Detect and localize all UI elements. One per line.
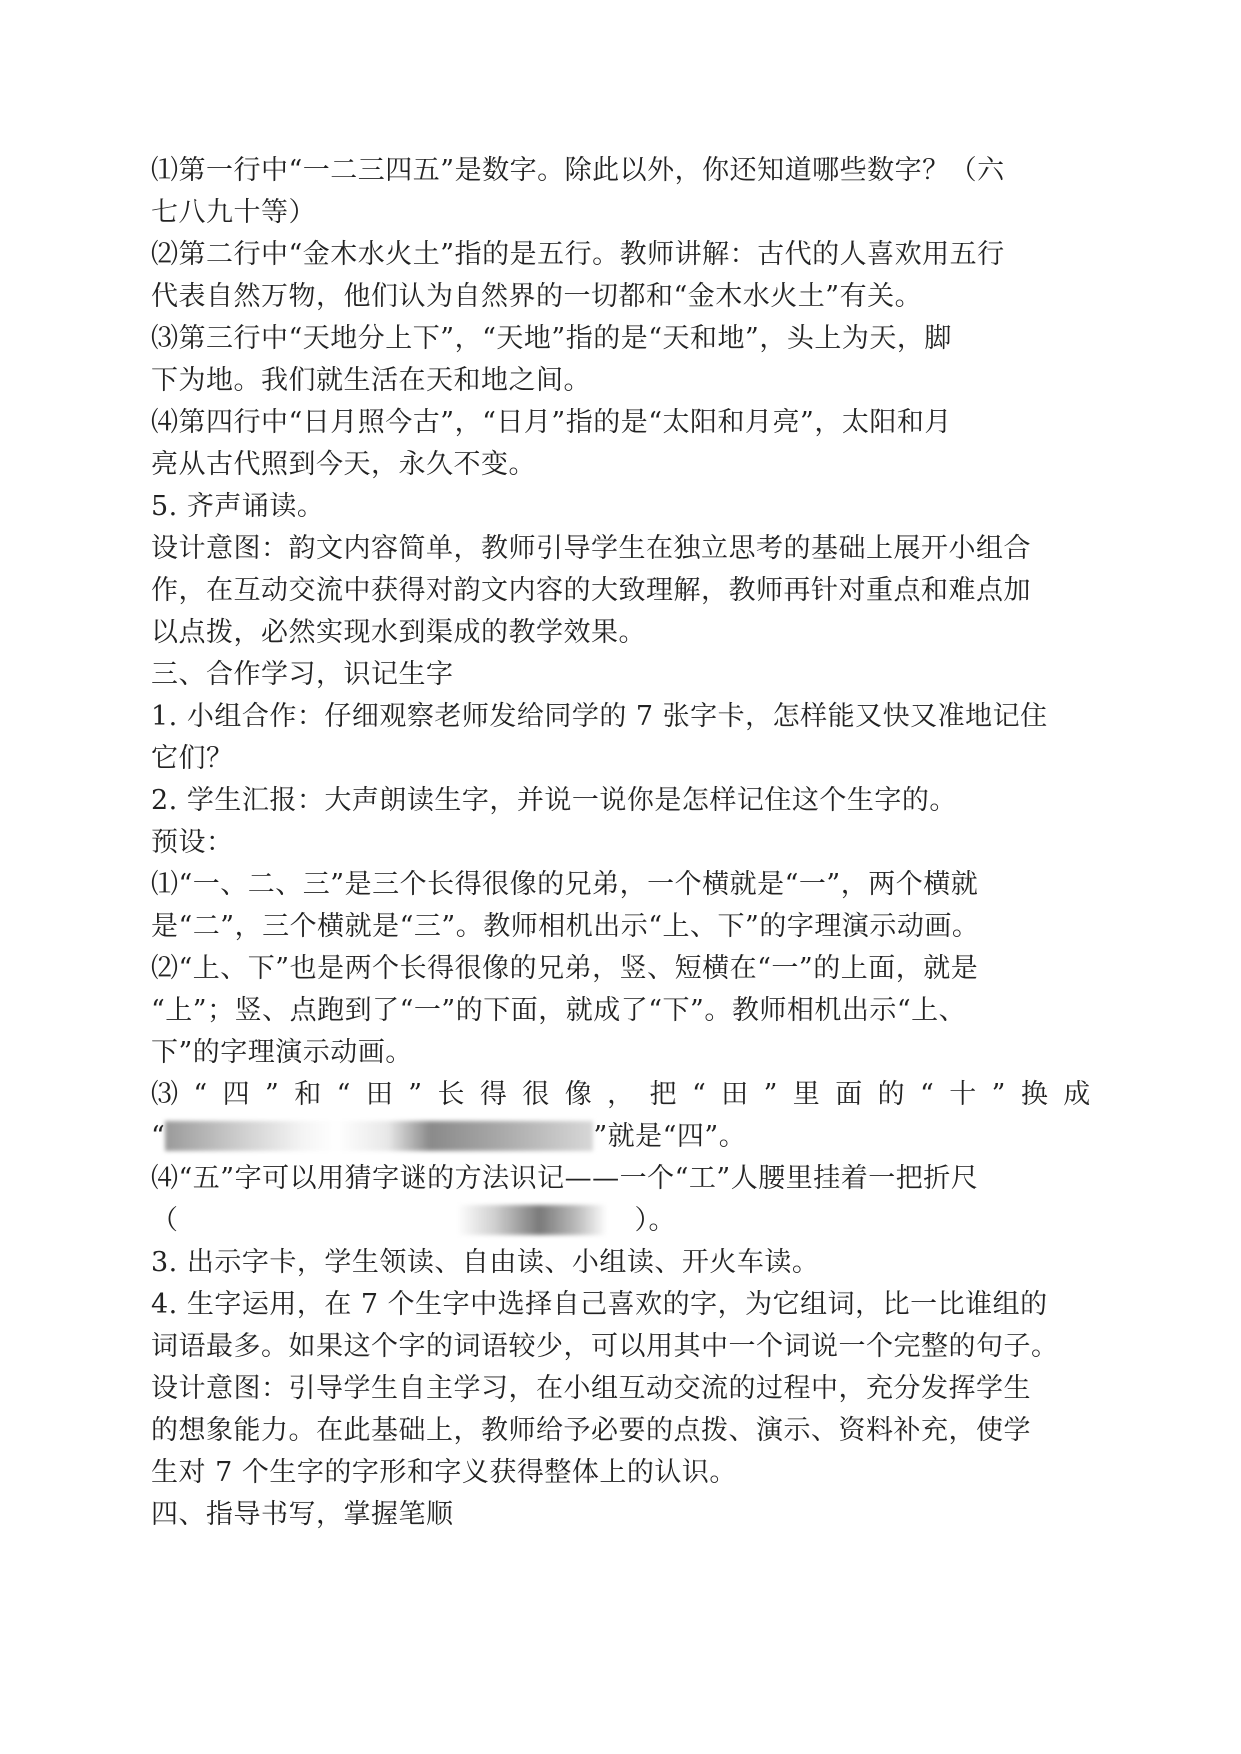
justified-char: 里 xyxy=(792,1079,821,1110)
justified-char: 得 xyxy=(479,1079,508,1110)
justified-char: 成 xyxy=(1063,1079,1091,1110)
close-paren: ）。 xyxy=(634,1205,676,1236)
justified-char: 四 xyxy=(222,1079,251,1110)
text-line: 的想象能力。在此基础上，教师给予必要的点拨、演示、资料补充，使学 xyxy=(151,1415,1031,1446)
justified-char: 长 xyxy=(437,1079,465,1110)
blurred-image xyxy=(457,1205,607,1235)
open-quote: “ xyxy=(151,1121,166,1152)
justified-char: 和 xyxy=(294,1079,322,1110)
text-line: ⑷第四行中“日月照今古”，“日月”指的是“太阳和月亮”，太阳和月 xyxy=(151,407,952,438)
text-line: 它们？ xyxy=(151,743,234,774)
text-line: “上”；竖、点跑到了“一”的下面，就成了“下”。教师相机出示“上、 xyxy=(151,995,967,1026)
design-intent: 设计意图：引导学生自主学习，在小组互动交流的过程中，充分发挥学生 xyxy=(151,1373,1031,1404)
answer-line-with-image xyxy=(151,1200,1091,1242)
text-line-with-image xyxy=(151,1116,1091,1158)
text-line: ⑵第二行中“金木水火土”指的是五行。教师讲解：古代的人喜欢用五行 xyxy=(151,239,1005,270)
justified-char: 十 xyxy=(949,1079,977,1110)
justified-char: ” xyxy=(763,1079,778,1110)
text-line: 下为地。我们就生活在天和地之间。 xyxy=(151,365,591,396)
text-line: 以点拨，必然实现水到渠成的教学效果。 xyxy=(151,617,646,648)
blurred-image xyxy=(165,1121,593,1151)
text-line: 词语最多。如果这个字的词语较少，可以用其中一个词说一个完整的句子。 xyxy=(151,1331,1059,1362)
justified-char: ” xyxy=(991,1079,1006,1110)
justified-char: 田 xyxy=(721,1079,749,1110)
section-heading: 三、合作学习，识记生字 xyxy=(151,659,454,690)
justified-char: “ xyxy=(193,1079,208,1110)
justified-char: ⑶ xyxy=(151,1079,179,1110)
step-heading: 5. 齐声诵读。 xyxy=(151,491,325,522)
justified-line xyxy=(151,1074,1091,1116)
step-heading: 1. 小组合作：仔细观察老师发给同学的 7 张字卡，怎样能又快又准地记住 xyxy=(151,701,1048,732)
justified-char: “ xyxy=(920,1079,935,1110)
text-line: ⑴“一、二、三”是三个长得很像的兄弟，一个横就是“一”，两个横就 xyxy=(151,869,979,900)
justified-char: 很 xyxy=(522,1079,550,1110)
text-line: 七八九十等） xyxy=(151,197,316,228)
text-line: ⑵“上、下”也是两个长得很像的兄弟，竖、短横在“一”的上面，就是 xyxy=(151,953,979,984)
justified-char: ， xyxy=(607,1079,635,1110)
design-intent: 设计意图：韵文内容简单，教师引导学生在独立思考的基础上展开小组合 xyxy=(151,533,1031,564)
text-line: 下”的字理演示动画。 xyxy=(151,1037,413,1068)
justified-char: 把 xyxy=(649,1079,678,1110)
text-line: 作，在互动交流中获得对韵文内容的大致理解，教师再针对重点和难点加 xyxy=(151,575,1031,606)
text-line: 代表自然万物，他们认为自然界的一切都和“金木水火土”有关。 xyxy=(151,281,923,312)
text-line: 亮从古代照到今天，永久不变。 xyxy=(151,449,536,480)
text-line: 生对 7 个生字的字形和字义获得整体上的认识。 xyxy=(151,1457,737,1488)
section-heading: 四、指导书写，掌握笔顺 xyxy=(151,1499,454,1530)
text-line: ⑴第一行中“一二三四五”是数字。除此以外，你还知道哪些数字？（六 xyxy=(151,155,1005,186)
justified-char: 换 xyxy=(1020,1079,1049,1110)
open-paren: （ xyxy=(151,1205,179,1236)
preset-label: 预设： xyxy=(151,827,234,858)
text-line: 是“二”，三个横就是“三”。教师相机出示“上、下”的字理演示动画。 xyxy=(151,911,980,942)
justified-char: ” xyxy=(265,1079,280,1110)
justified-char: 面 xyxy=(835,1079,863,1110)
step-heading: 4. 生字运用，在 7 个生字中选择自己喜欢的字，为它组词，比一比谁组的 xyxy=(151,1289,1048,1320)
step-heading: 3. 出示字卡，学生领读、自由读、小组读、开火车读。 xyxy=(151,1247,820,1278)
line-tail: ”就是“四”。 xyxy=(593,1121,747,1152)
document-body xyxy=(151,150,1091,1536)
justified-char: ” xyxy=(408,1079,423,1110)
justified-char: 田 xyxy=(365,1079,394,1110)
text-line: ⑷“五”字可以用猜字谜的方法识记——一个“工”人腰里挂着一把折尺 xyxy=(151,1163,979,1194)
justified-char: “ xyxy=(336,1079,351,1110)
text-line: ⑶第三行中“天地分上下”，“天地”指的是“天和地”，头上为天，脚 xyxy=(151,323,952,354)
justified-char: “ xyxy=(691,1079,707,1110)
justified-char: 像 xyxy=(564,1079,593,1110)
justified-char: 的 xyxy=(877,1079,906,1110)
step-heading: 2. 学生汇报：大声朗读生字，并说一说你是怎样记住这个生字的。 xyxy=(151,785,957,816)
